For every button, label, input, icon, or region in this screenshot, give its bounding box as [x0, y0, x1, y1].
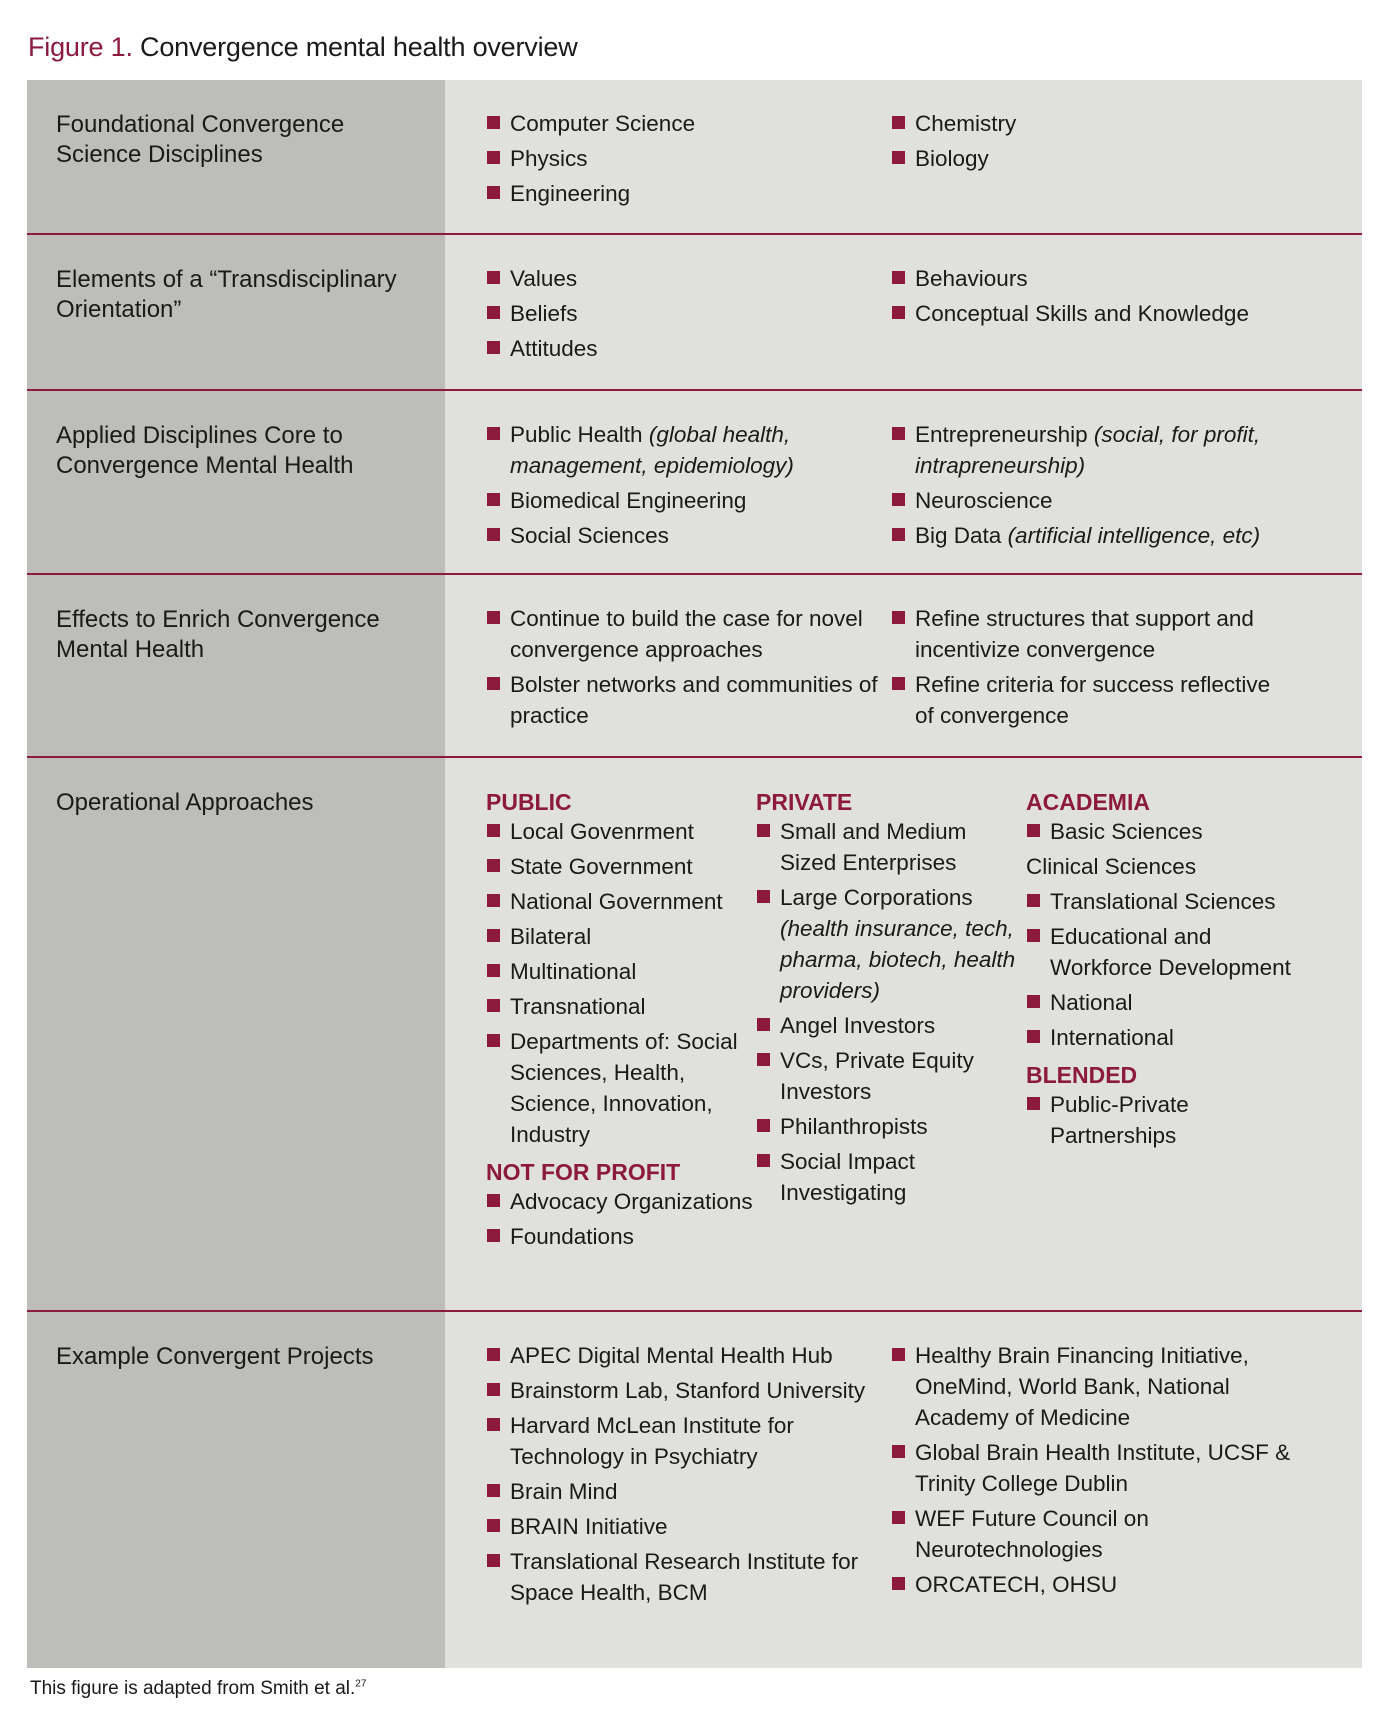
item-text: Engineering	[510, 181, 631, 206]
row-content	[445, 758, 1362, 1310]
list-item	[891, 143, 1291, 174]
item-text: ORCATECH, OHSU	[915, 1572, 1118, 1597]
content-column	[486, 419, 891, 553]
list-item	[486, 1026, 756, 1150]
row-label: Applied Disciplines Core to Convergence Mental Health	[27, 391, 445, 573]
list-item	[1026, 886, 1296, 917]
list-item	[486, 669, 891, 731]
group-heading: PUBLIC	[486, 789, 572, 815]
list-item	[486, 333, 891, 364]
item-text: Advocacy Organizations	[510, 1189, 753, 1214]
list-item	[756, 1045, 1026, 1107]
figure-number: Figure 1.	[28, 32, 133, 62]
list-item	[486, 1340, 891, 1371]
item-text: Bilateral	[510, 924, 592, 949]
item-text: National	[1050, 990, 1133, 1015]
list-item	[486, 991, 756, 1022]
list-item	[486, 603, 891, 665]
item-text: Chemistry	[915, 111, 1017, 136]
list-item	[486, 816, 756, 847]
list-item	[486, 108, 891, 139]
figure-footnote	[30, 1678, 366, 1700]
list-item	[891, 1340, 1291, 1433]
item-text: BRAIN Initiative	[510, 1514, 668, 1539]
content-column	[891, 603, 1291, 736]
item-text: Computer Science	[510, 111, 696, 136]
list-item	[486, 298, 891, 329]
list-item	[1026, 921, 1296, 983]
content-column	[891, 263, 1291, 369]
list-item	[891, 1503, 1291, 1565]
item-text: Neuroscience	[915, 488, 1053, 513]
list-item	[486, 520, 891, 551]
item-text: Multinational	[510, 959, 637, 984]
list-item	[891, 669, 1291, 731]
list-item	[1026, 851, 1296, 882]
row-label: Example Convergent Projects	[27, 1312, 445, 1668]
list-item	[486, 1511, 891, 1542]
row-label: Elements of a “Transdisciplinary Orientation”	[27, 235, 445, 389]
list-item	[891, 108, 1291, 139]
item-note: (artificial intelligence, etc)	[1007, 523, 1261, 548]
item-text: WEF Future Council on Neurotechnologies	[915, 1506, 1149, 1562]
row-content	[445, 80, 1362, 233]
list-item	[486, 178, 891, 209]
item-text: Big Data	[915, 523, 1008, 548]
list-item	[486, 1186, 756, 1217]
row-label: Foundational Convergence Science Disciplines	[27, 80, 445, 233]
row-content	[445, 391, 1362, 573]
item-text: Continue to build the case for novel convergence approaches	[510, 606, 863, 662]
content-column	[486, 603, 891, 736]
group-heading: NOT FOR PROFIT	[486, 1159, 681, 1185]
item-note: (global health, management, epidemiology)	[510, 422, 794, 478]
item-text: Departments of: Social Sciences, Health, Science, Innovation, Industry	[510, 1029, 738, 1147]
list-item	[486, 921, 756, 952]
list-item	[891, 1437, 1291, 1499]
list-item	[891, 298, 1291, 329]
table-row	[27, 575, 1362, 758]
item-text: Basic Sciences	[1050, 819, 1203, 844]
list-item	[891, 263, 1291, 294]
list-item	[891, 485, 1291, 516]
list-item	[1026, 987, 1296, 1018]
item-text: Philanthropists	[780, 1114, 928, 1139]
item-text: Harvard McLean Institute for Technology in Psychiatry	[510, 1413, 794, 1469]
item-text: Public-Private Partnerships	[1050, 1092, 1189, 1148]
item-text: Global Brain Health Institute, UCSF & Trinity College Dublin	[915, 1440, 1291, 1496]
overview-table	[27, 80, 1362, 1668]
item-text: Small and Medium Sized Enterprises	[780, 819, 967, 875]
list-item	[486, 143, 891, 174]
item-text: Attitudes	[510, 336, 598, 361]
item-text: Angel Investors	[780, 1013, 936, 1038]
list-item	[891, 419, 1291, 481]
list-item	[891, 1569, 1291, 1600]
group-heading: ACADEMIA	[1026, 789, 1150, 815]
item-text: Local Govenrment	[510, 819, 694, 844]
content-column	[486, 1340, 891, 1648]
group-heading: BLENDED	[1026, 1062, 1138, 1088]
item-text: State Government	[510, 854, 693, 879]
list-item	[891, 520, 1291, 551]
table-row	[27, 1312, 1362, 1668]
item-text: Social Impact Investigating	[780, 1149, 916, 1205]
item-text: Entrepreneurship	[915, 422, 1094, 447]
list-item	[486, 1410, 891, 1472]
item-text: Bolster networks and communities of practice	[510, 672, 878, 728]
list-item	[486, 886, 756, 917]
row-content	[445, 235, 1362, 389]
footnote-text: This figure is adapted from Smith et al.	[30, 1678, 356, 1699]
row-label: Operational Approaches	[27, 758, 445, 1310]
footnote-ref: 27	[355, 1678, 367, 1690]
item-text: APEC Digital Mental Health Hub	[510, 1343, 833, 1368]
list-item	[486, 956, 756, 987]
item-text: VCs, Private Equity Investors	[780, 1048, 974, 1104]
row-content	[445, 575, 1362, 756]
item-text: International	[1050, 1025, 1174, 1050]
item-text: Brain Mind	[510, 1479, 618, 1504]
item-text: Large Corporations	[780, 885, 973, 910]
item-text: Biology	[915, 146, 989, 171]
table-row	[27, 391, 1362, 575]
item-text: National Government	[510, 889, 723, 914]
item-text: Behaviours	[915, 266, 1028, 291]
figure-title-text: Convergence mental health overview	[132, 32, 578, 62]
item-text: Refine criteria for success reflective of convergence	[915, 672, 1271, 728]
group-heading: PRIVATE	[756, 789, 853, 815]
item-note: (social, for profit, intrapreneurship)	[915, 422, 1261, 478]
content-column	[486, 263, 891, 369]
list-item	[756, 816, 1026, 878]
item-text: Biomedical Engineering	[510, 488, 747, 513]
list-item	[1026, 816, 1296, 847]
list-item	[486, 1476, 891, 1507]
item-text: Translational Sciences	[1050, 889, 1276, 914]
list-item	[1026, 1022, 1296, 1053]
list-item	[486, 851, 756, 882]
content-column	[891, 108, 1291, 213]
item-text: Transnational	[510, 994, 646, 1019]
item-text: Healthy Brain Financing Initiative, OneMind, World Bank, National Academy of Medicine	[915, 1343, 1249, 1430]
list-item	[756, 882, 1026, 1006]
list-item	[756, 1010, 1026, 1041]
content-column	[1026, 786, 1296, 1290]
content-column	[891, 1340, 1291, 1648]
figure-title	[28, 32, 578, 63]
list-item	[486, 1221, 756, 1252]
item-text: Public Health	[510, 422, 649, 447]
list-item	[756, 1111, 1026, 1142]
content-column	[756, 786, 1026, 1290]
item-note: (health insurance, tech, pharma, biotech, health providers)	[780, 916, 1016, 1003]
table-row	[27, 80, 1362, 235]
content-column	[486, 108, 891, 213]
item-text: Physics	[510, 146, 588, 171]
item-text: Conceptual Skills and Knowledge	[915, 301, 1249, 326]
item-text: Foundations	[510, 1224, 634, 1249]
item-text: Educational and Workforce Development	[1050, 924, 1291, 980]
content-column	[891, 419, 1291, 553]
row-content	[445, 1312, 1362, 1668]
table-row	[27, 758, 1362, 1312]
list-item	[486, 1375, 891, 1406]
list-item	[486, 263, 891, 294]
row-label: Effects to Enrich Convergence Mental Health	[27, 575, 445, 756]
list-item	[486, 485, 891, 516]
item-text: Values	[510, 266, 578, 291]
item-text: Translational Research Institute for Space Health, BCM	[510, 1549, 859, 1605]
item-text: Beliefs	[510, 301, 578, 326]
item-text: Clinical Sciences	[1026, 854, 1197, 879]
list-item	[891, 603, 1291, 665]
table-row	[27, 235, 1362, 391]
list-item	[1026, 1089, 1296, 1151]
item-text: Refine structures that support and incentivize convergence	[915, 606, 1254, 662]
list-item	[486, 1546, 891, 1608]
list-item	[486, 419, 891, 481]
list-item	[756, 1146, 1026, 1208]
item-text: Social Sciences	[510, 523, 669, 548]
content-column	[486, 786, 756, 1290]
item-text: Brainstorm Lab, Stanford University	[510, 1378, 866, 1403]
